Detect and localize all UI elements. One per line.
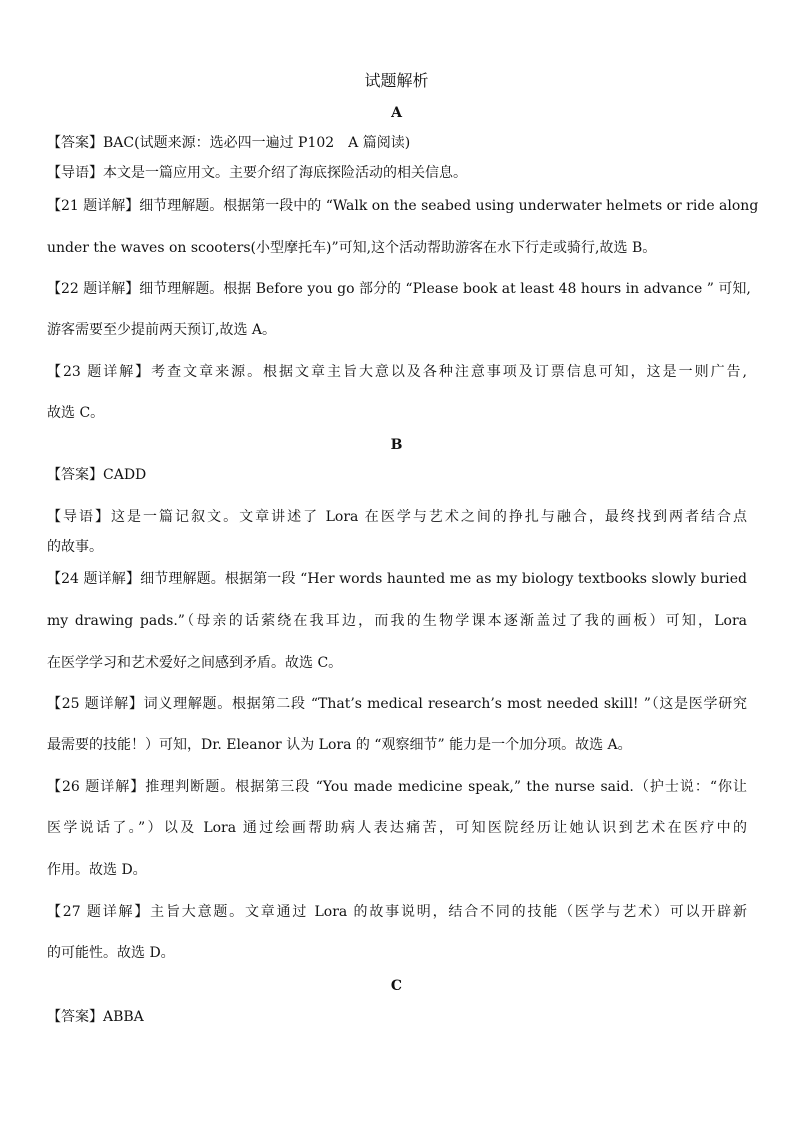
q23-explanation-line2: 故选 C。 bbox=[47, 405, 105, 421]
page-title: 试题解析 bbox=[364, 71, 429, 90]
q24-explanation-line3: 在医学学习和艺术爱好之间感到矛盾。故选 C。 bbox=[47, 655, 343, 671]
q25-explanation-line1: 【25 题详解】词义理解题。根据第二段 “That’s medical research’s most needed skill! ”（这是医学研究 bbox=[47, 696, 747, 712]
q21-explanation-line2: under the waves on scooters(小型摩托车)”可知,这个活动帮助游客在水下行走或骑行,故选 B。 bbox=[47, 240, 657, 256]
q26-explanation-line3: 作用。故选 D。 bbox=[47, 862, 147, 878]
q26-explanation-line2: 医学说话了。”）以及 Lora 通过绘画帮助病人表达痛苦，可知医院经历让她认识到艺术在医疗中的 bbox=[47, 820, 747, 836]
section-heading-c: C bbox=[390, 978, 403, 994]
q25-explanation-line2: 最需要的技能！）可知，Dr. Eleanor 认为 Lora 的 “观察细节” 能力是一个加分项。故选 A。 bbox=[47, 737, 632, 753]
q21-explanation-line1: 【21 题详解】细节理解题。根据第一段中的 “Walk on the seabed using underwater helmets or ride along bbox=[47, 198, 759, 214]
section-heading-b: B bbox=[390, 437, 403, 453]
section-heading-a: A bbox=[391, 105, 402, 121]
intro-b-line1: 【导语】这是一篇记叙文。文章讲述了 Lora 在医学与艺术之间的挣扎与融合，最终找到两者结合点 bbox=[47, 509, 747, 525]
intro-a: 【导语】本文是一篇应用文。主要介绍了海底探险活动的相关信息。 bbox=[47, 165, 467, 181]
q22-explanation-line2: 游客需要至少提前两天预订,故选 A。 bbox=[47, 322, 277, 338]
answer-a: 【答案】BAC(试题来源：选必四一遍过 P102 A 篇阅读) bbox=[47, 135, 411, 151]
q24-explanation-line1: 【24 题详解】细节理解题。根据第一段 “Her words haunted me as my biology textbooks slowly buried bbox=[47, 571, 747, 587]
intro-b-line2: 的故事。 bbox=[47, 539, 103, 555]
q22-explanation-line1: 【22 题详解】细节理解题。根据 Before you go 部分的 “Please book at least 48 hours in advance ” 可知, bbox=[47, 281, 751, 297]
q24-explanation-line2: my drawing pads.”（母亲的话萦绕在我耳边，而我的生物学课本逐渐盖过了我的画板）可知，Lora bbox=[47, 613, 747, 629]
answer-c: 【答案】ABBA bbox=[47, 1009, 144, 1025]
q26-explanation-line1: 【26 题详解】推理判断题。根据第三段 “You made medicine speak,” the nurse said.（护士说：“你让 bbox=[47, 779, 747, 795]
q27-explanation-line1: 【27 题详解】主旨大意题。文章通过 Lora 的故事说明，结合不同的技能（医学与艺术）可以开辟新 bbox=[47, 904, 747, 920]
answer-b: 【答案】CADD bbox=[47, 467, 147, 483]
q27-explanation-line2: 的可能性。故选 D。 bbox=[47, 945, 175, 961]
q23-explanation-line1: 【23 题详解】考查文章来源。根据文章主旨大意以及各种注意事项及订票信息可知，这是一则广告, bbox=[47, 364, 747, 380]
